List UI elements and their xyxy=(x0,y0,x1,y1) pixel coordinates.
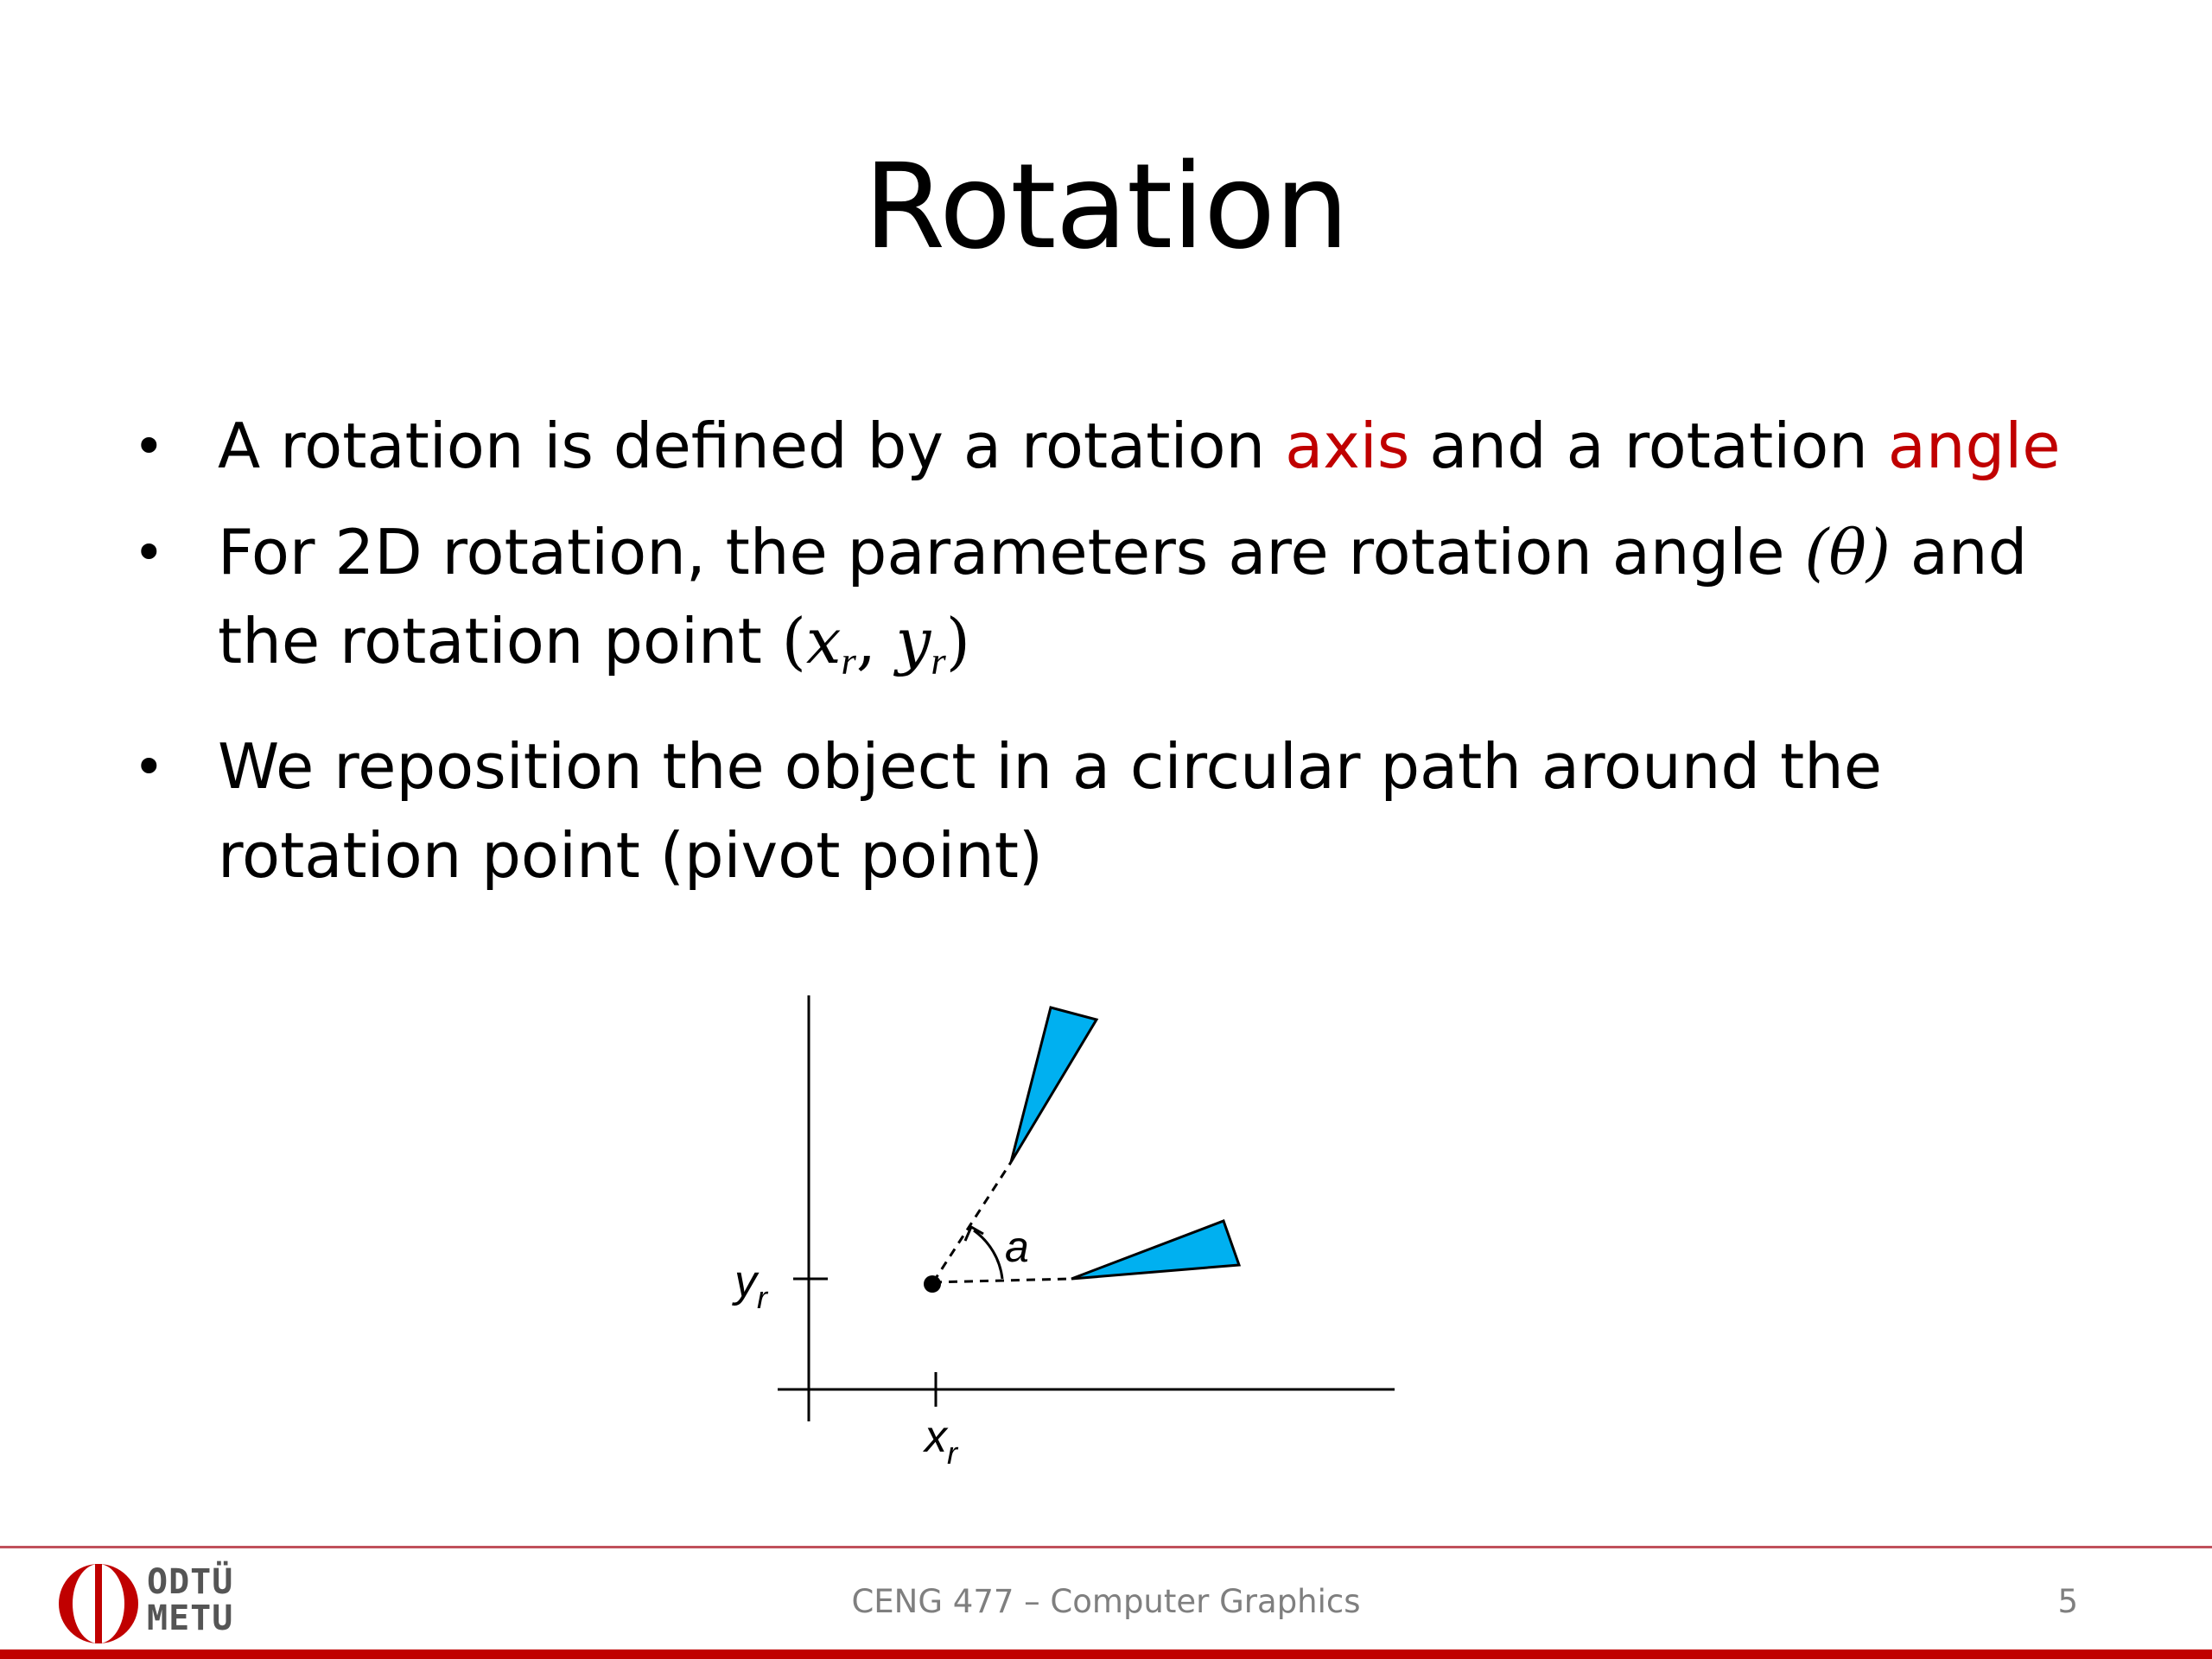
bullet-dot: • xyxy=(133,735,165,799)
bullet-3-text: We reposition the object in a circular path around the rotation point (pivot point) xyxy=(218,730,1883,893)
math-paren-close: ) xyxy=(945,605,970,677)
theta-symbol: (θ) xyxy=(1804,516,1891,588)
bullet-1-axis-highlight: axis xyxy=(1285,410,1410,482)
bullet-1-text-a: A rotation is defined by a rotation xyxy=(218,410,1286,482)
bullet-2-text-b: and the rotation point xyxy=(218,516,2028,677)
bullet-dot: • xyxy=(133,521,165,584)
footer-divider xyxy=(0,1546,2212,1548)
angle-arc xyxy=(974,1230,1002,1279)
pivot-point xyxy=(924,1275,941,1293)
bullet-1-text-b: and a rotation xyxy=(1409,410,1888,482)
math-y: y xyxy=(895,605,931,677)
y-label-main: y xyxy=(734,1256,757,1306)
rotated-triangle xyxy=(1011,1007,1096,1162)
bullet-1-angle-highlight: angle xyxy=(1887,410,2061,482)
x-label-main: x xyxy=(925,1412,947,1462)
footer-accent-bar xyxy=(0,1649,2212,1659)
x-label-sub: r xyxy=(947,1435,957,1471)
horizontal-dashed-line xyxy=(933,1279,1071,1282)
x-axis-label xyxy=(922,1412,959,1471)
logo-line-2: METU xyxy=(147,1599,234,1638)
y-label-sub: r xyxy=(757,1280,767,1315)
y-axis-label xyxy=(732,1256,769,1315)
math-x-subscript: r xyxy=(841,639,856,683)
slide-title: Rotation xyxy=(863,139,1349,276)
math-paren-open: ( xyxy=(781,605,806,677)
math-comma: , xyxy=(855,605,896,677)
original-triangle xyxy=(1071,1221,1239,1279)
page-number: 5 xyxy=(2057,1583,2078,1620)
angle-label: a xyxy=(1005,1223,1029,1271)
bullet-dot: • xyxy=(133,415,165,478)
logo-line-1: ODTÜ xyxy=(147,1562,234,1602)
bullet-2-text-a: For 2D rotation, the parameters are rotation angle xyxy=(218,516,1805,588)
math-y-subscript: r xyxy=(931,639,946,683)
footer-course: CENG 477 – Computer Graphics xyxy=(851,1583,1361,1620)
math-x: x xyxy=(805,605,842,677)
